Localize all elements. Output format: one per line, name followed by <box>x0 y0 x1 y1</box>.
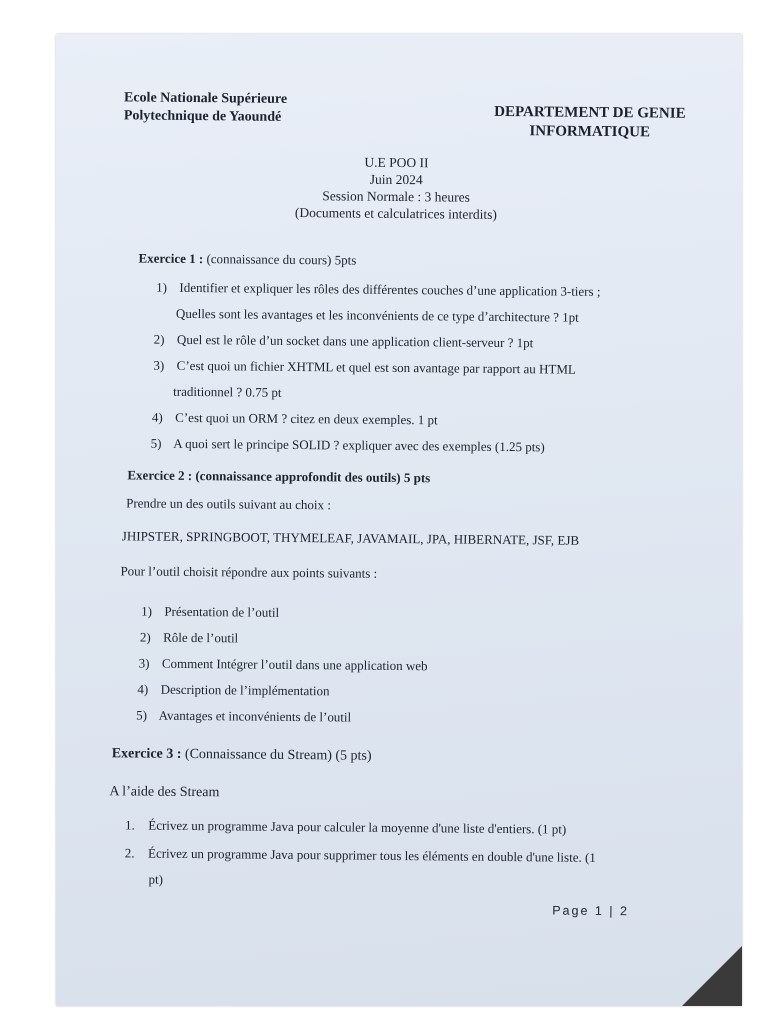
exercise2-instruction: Pour l’outil choisit répondre aux points suivants : <box>120 563 378 581</box>
exercise3-question-continued <box>148 872 163 888</box>
point-text: Comment Intégrer l’outil dans une application web <box>161 655 428 674</box>
school-line-1: Ecole Nationale Supérieure <box>123 90 288 107</box>
course-code: U.E POO II <box>364 154 429 171</box>
exercise3-intro: A l’aide des Stream <box>109 784 220 801</box>
page-number: Page 1 | 2 <box>552 903 630 919</box>
question-line: Écrivez un programme Java pour calculer la moyenne d'une liste d'entiers. (1 pt) <box>148 817 567 837</box>
question-number: 1. <box>124 817 135 833</box>
exercise2-point <box>141 604 279 621</box>
exercise1-question <box>151 436 545 456</box>
exam-paper <box>56 34 742 1006</box>
question-number: 1) <box>156 279 168 295</box>
question-line: Quel est le rôle d’un socket dans une application client-serveur ? 1pt <box>176 331 534 351</box>
question-line: Identifier et expliquer les rôles des différentes couches d’une application 3-tiers ; <box>179 279 601 299</box>
department-line-1: DEPARTEMENT DE GENIE <box>494 103 686 122</box>
question-line: Quelles sont les avantages et les inconvénients de ce type d’architecture ? 1pt <box>175 305 579 325</box>
question-number: 2. <box>124 845 135 861</box>
exercise2-point <box>139 656 428 675</box>
exercise3-title: Exercice 3 : <box>111 746 182 762</box>
exercise1-question <box>156 280 600 300</box>
exercise2-title: Exercice 2 : (connaissance approfondit des outils) 5 pts <box>127 467 431 486</box>
exercise1-title: Exercice 1 : <box>138 250 204 267</box>
exercise3-question <box>125 845 596 866</box>
exam-session: Session Normale : 3 heures <box>322 188 471 205</box>
point-text: Présentation de l’outil <box>164 603 280 620</box>
exercise1-question-continued <box>173 384 281 401</box>
point-number: 4) <box>137 681 149 697</box>
exercise3-subtitle: (Connaissance du Stream) (5 pts) <box>181 746 372 764</box>
exercise2-tools: JHIPSTER, SPRINGBOOT, THYMELEAF, JAVAMAIL, JPA, HIBERNATE, JSF, EJB <box>121 528 580 548</box>
school-name <box>124 89 287 127</box>
exercise1-question <box>153 358 576 378</box>
point-number: 2) <box>139 629 151 645</box>
school-line-2: Polytechnique de Yaoundé <box>123 108 282 125</box>
exam-rules: (Documents et calculatrices interdits) <box>294 204 498 222</box>
exercise2-point <box>137 681 329 699</box>
point-text: Rôle de l’outil <box>163 629 239 646</box>
folded-corner <box>682 946 742 1006</box>
exercise1-question <box>152 410 438 429</box>
department-name <box>480 103 700 143</box>
question-number: 4) <box>151 409 163 425</box>
exercise2-point <box>136 707 351 725</box>
exercise1-heading <box>138 250 356 268</box>
exercise3-heading <box>112 745 372 764</box>
question-line: C’est quoi un fichier XHTML et quel est son avantage par rapport au HTML <box>176 357 576 377</box>
question-number: 3) <box>153 357 165 373</box>
point-number: 1) <box>141 603 153 619</box>
exercise1-question-continued <box>176 306 579 326</box>
point-number: 5) <box>136 707 148 723</box>
question-number: 2) <box>153 331 165 347</box>
point-number: 3) <box>138 655 150 671</box>
exam-info <box>246 153 547 224</box>
question-line: pt) <box>148 871 164 887</box>
exercise1-question <box>154 332 534 352</box>
question-line: Écrivez un programme Java pour supprimer tous les éléments en double d'une liste. (1 <box>147 845 596 865</box>
exercise2-point <box>140 630 239 647</box>
point-text: Description de l’implémentation <box>160 681 330 699</box>
point-text: Avantages et inconvénients de l’outil <box>158 707 352 725</box>
exam-content <box>56 34 742 1006</box>
department-line-2: INFORMATIQUE <box>529 123 651 141</box>
exam-date: Juin 2024 <box>369 171 423 188</box>
exercise2-intro: Prendre un des outils suivant au choix : <box>126 495 331 513</box>
question-line: traditionnel ? 0.75 pt <box>173 383 282 400</box>
question-line: C’est quoi un ORM ? citez en deux exemples. 1 pt <box>175 409 438 428</box>
exercise1-subtitle: (connaissance du cours) 5pts <box>203 251 357 268</box>
question-line: A quoi sert le principe SOLID ? expliquer avec des exemples (1.25 pts) <box>173 435 545 455</box>
question-number: 5) <box>150 435 162 451</box>
exercise3-question <box>125 817 566 837</box>
